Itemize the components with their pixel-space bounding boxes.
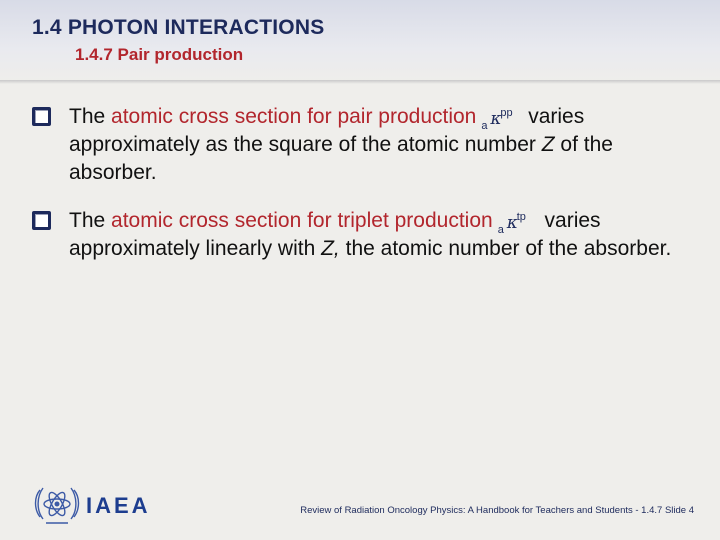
cross-section-symbol [476,103,522,131]
bullet-prefix: The [69,209,112,232]
bullet-checkbox-icon [32,107,51,126]
symbol-prescript: a [481,120,488,132]
bullet-body: varies approximately linearly with [69,209,601,260]
slide-footer: Review of Radiation Oncology Physics: A Handbook for Teachers and Students - 1.4.7 Slide 4 [300,505,694,516]
bullet-checkbox-icon [32,211,51,230]
bullet-pair-production [32,103,692,189]
slide-title: 1.4 PHOTON INTERACTIONS [32,16,325,39]
symbol-prescript: a [497,224,504,236]
bullet-suffix: of the absorber. [69,133,613,184]
bullet-prefix: The [69,105,112,128]
bullet-highlight: atomic cross section for pair production [111,105,477,128]
cross-section-symbol [493,207,539,235]
logo-text: IAEA [86,493,151,518]
symbol-kappa: κ [490,109,502,129]
bullet-triplet-production [32,207,692,293]
symbol-superscript: pp [500,107,513,119]
bullet-variable: Z, [321,237,340,260]
bullet-variable: Z [541,133,555,156]
header-divider [0,80,720,84]
symbol-kappa: κ [506,213,518,233]
bullet-suffix: the atomic number of the absorber. [339,237,672,260]
slide-subtitle: 1.4.7 Pair production [75,45,244,64]
bullet-highlight: atomic cross section for triplet production [111,209,493,232]
bullet-text [69,103,697,187]
slide-header [0,0,720,82]
symbol-superscript: tp [516,211,526,223]
bullet-body: varies approximately as the square of the atomic number [69,105,585,156]
bullet-text [69,207,697,263]
